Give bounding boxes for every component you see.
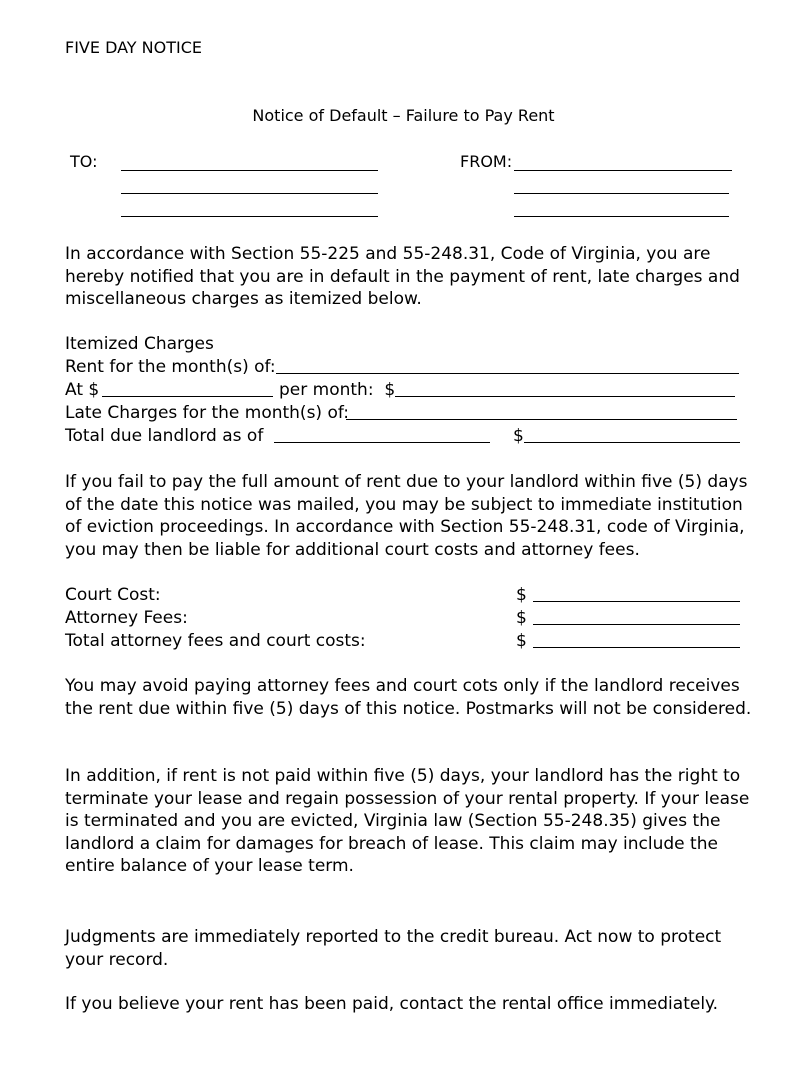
total-fees-field[interactable]: [533, 647, 740, 648]
attorney-fees-label: Attorney Fees:: [65, 608, 188, 628]
from-label: FROM:: [460, 152, 513, 171]
to-label: TO:: [70, 152, 98, 171]
to-line-3[interactable]: [121, 216, 378, 217]
court-cost-currency: $: [516, 585, 527, 605]
late-charges-label: Late Charges for the month(s) of:: [65, 403, 349, 423]
to-line-1[interactable]: [121, 170, 378, 171]
attorney-fees-currency: $: [516, 608, 527, 628]
at-amount-label: At $: [65, 380, 100, 400]
itemized-heading: Itemized Charges: [65, 334, 214, 354]
to-line-2[interactable]: [121, 193, 378, 194]
judgments-paragraph: Judgments are immediately reported to the credit bureau. Act now to protect your record.: [65, 927, 722, 970]
court-cost-label: Court Cost:: [65, 585, 161, 605]
from-line-3[interactable]: [514, 216, 729, 217]
total-due-currency: $: [513, 426, 524, 446]
rent-months-field[interactable]: [276, 373, 739, 374]
attorney-fees-field[interactable]: [533, 624, 740, 625]
from-line-1[interactable]: [514, 170, 732, 171]
total-due-label: Total due landlord as of: [65, 426, 264, 446]
court-cost-field[interactable]: [533, 601, 740, 602]
total-fees-currency: $: [516, 631, 527, 651]
avoid-fees-paragraph: You may avoid paying attorney fees and court cots only if the landlord receives the rent due within five (5) days of this notice. Postmarks will not be considered.: [65, 676, 752, 719]
per-month-label: per month: $: [279, 380, 396, 400]
total-due-amount-field[interactable]: [524, 442, 740, 443]
total-due-date-field[interactable]: [274, 442, 490, 443]
intro-paragraph: In accordance with Section 55-225 and 55-248.31, Code of Virginia, you are hereby notified that you are in default in the payment of rent, late charges and miscellaneous charges as itemized below.: [65, 244, 740, 309]
late-charges-field[interactable]: [346, 419, 737, 420]
rent-months-label: Rent for the month(s) of:: [65, 357, 276, 377]
document-title: FIVE DAY NOTICE: [65, 38, 202, 57]
notice-subtitle: Notice of Default – Failure to Pay Rent: [252, 106, 555, 125]
at-amount-field[interactable]: [102, 396, 273, 397]
rent-paid-paragraph: If you believe your rent has been paid, contact the rental office immediately.: [65, 994, 719, 1014]
termination-paragraph: In addition, if rent is not paid within five (5) days, your landlord has the right to terminate your lease and regain possession of your rental property. If your lease is terminated and you are evicted, Virginia law (Section 55-248.35) gives the landlord a claim for damages for breach of lease. This claim may include the entire balance of your lease term.: [65, 766, 750, 876]
total-fees-label: Total attorney fees and court costs:: [65, 631, 366, 651]
eviction-paragraph: If you fail to pay the full amount of rent due to your landlord within five (5) days of the date this notice was mailed, you may be subject to immediate institution of eviction proceedings. In accordance with Section 55-248.31, code of Virginia, you may then be liable for additional court costs and attorney fees.: [65, 472, 748, 560]
from-line-2[interactable]: [514, 193, 729, 194]
per-month-field[interactable]: [395, 396, 735, 397]
